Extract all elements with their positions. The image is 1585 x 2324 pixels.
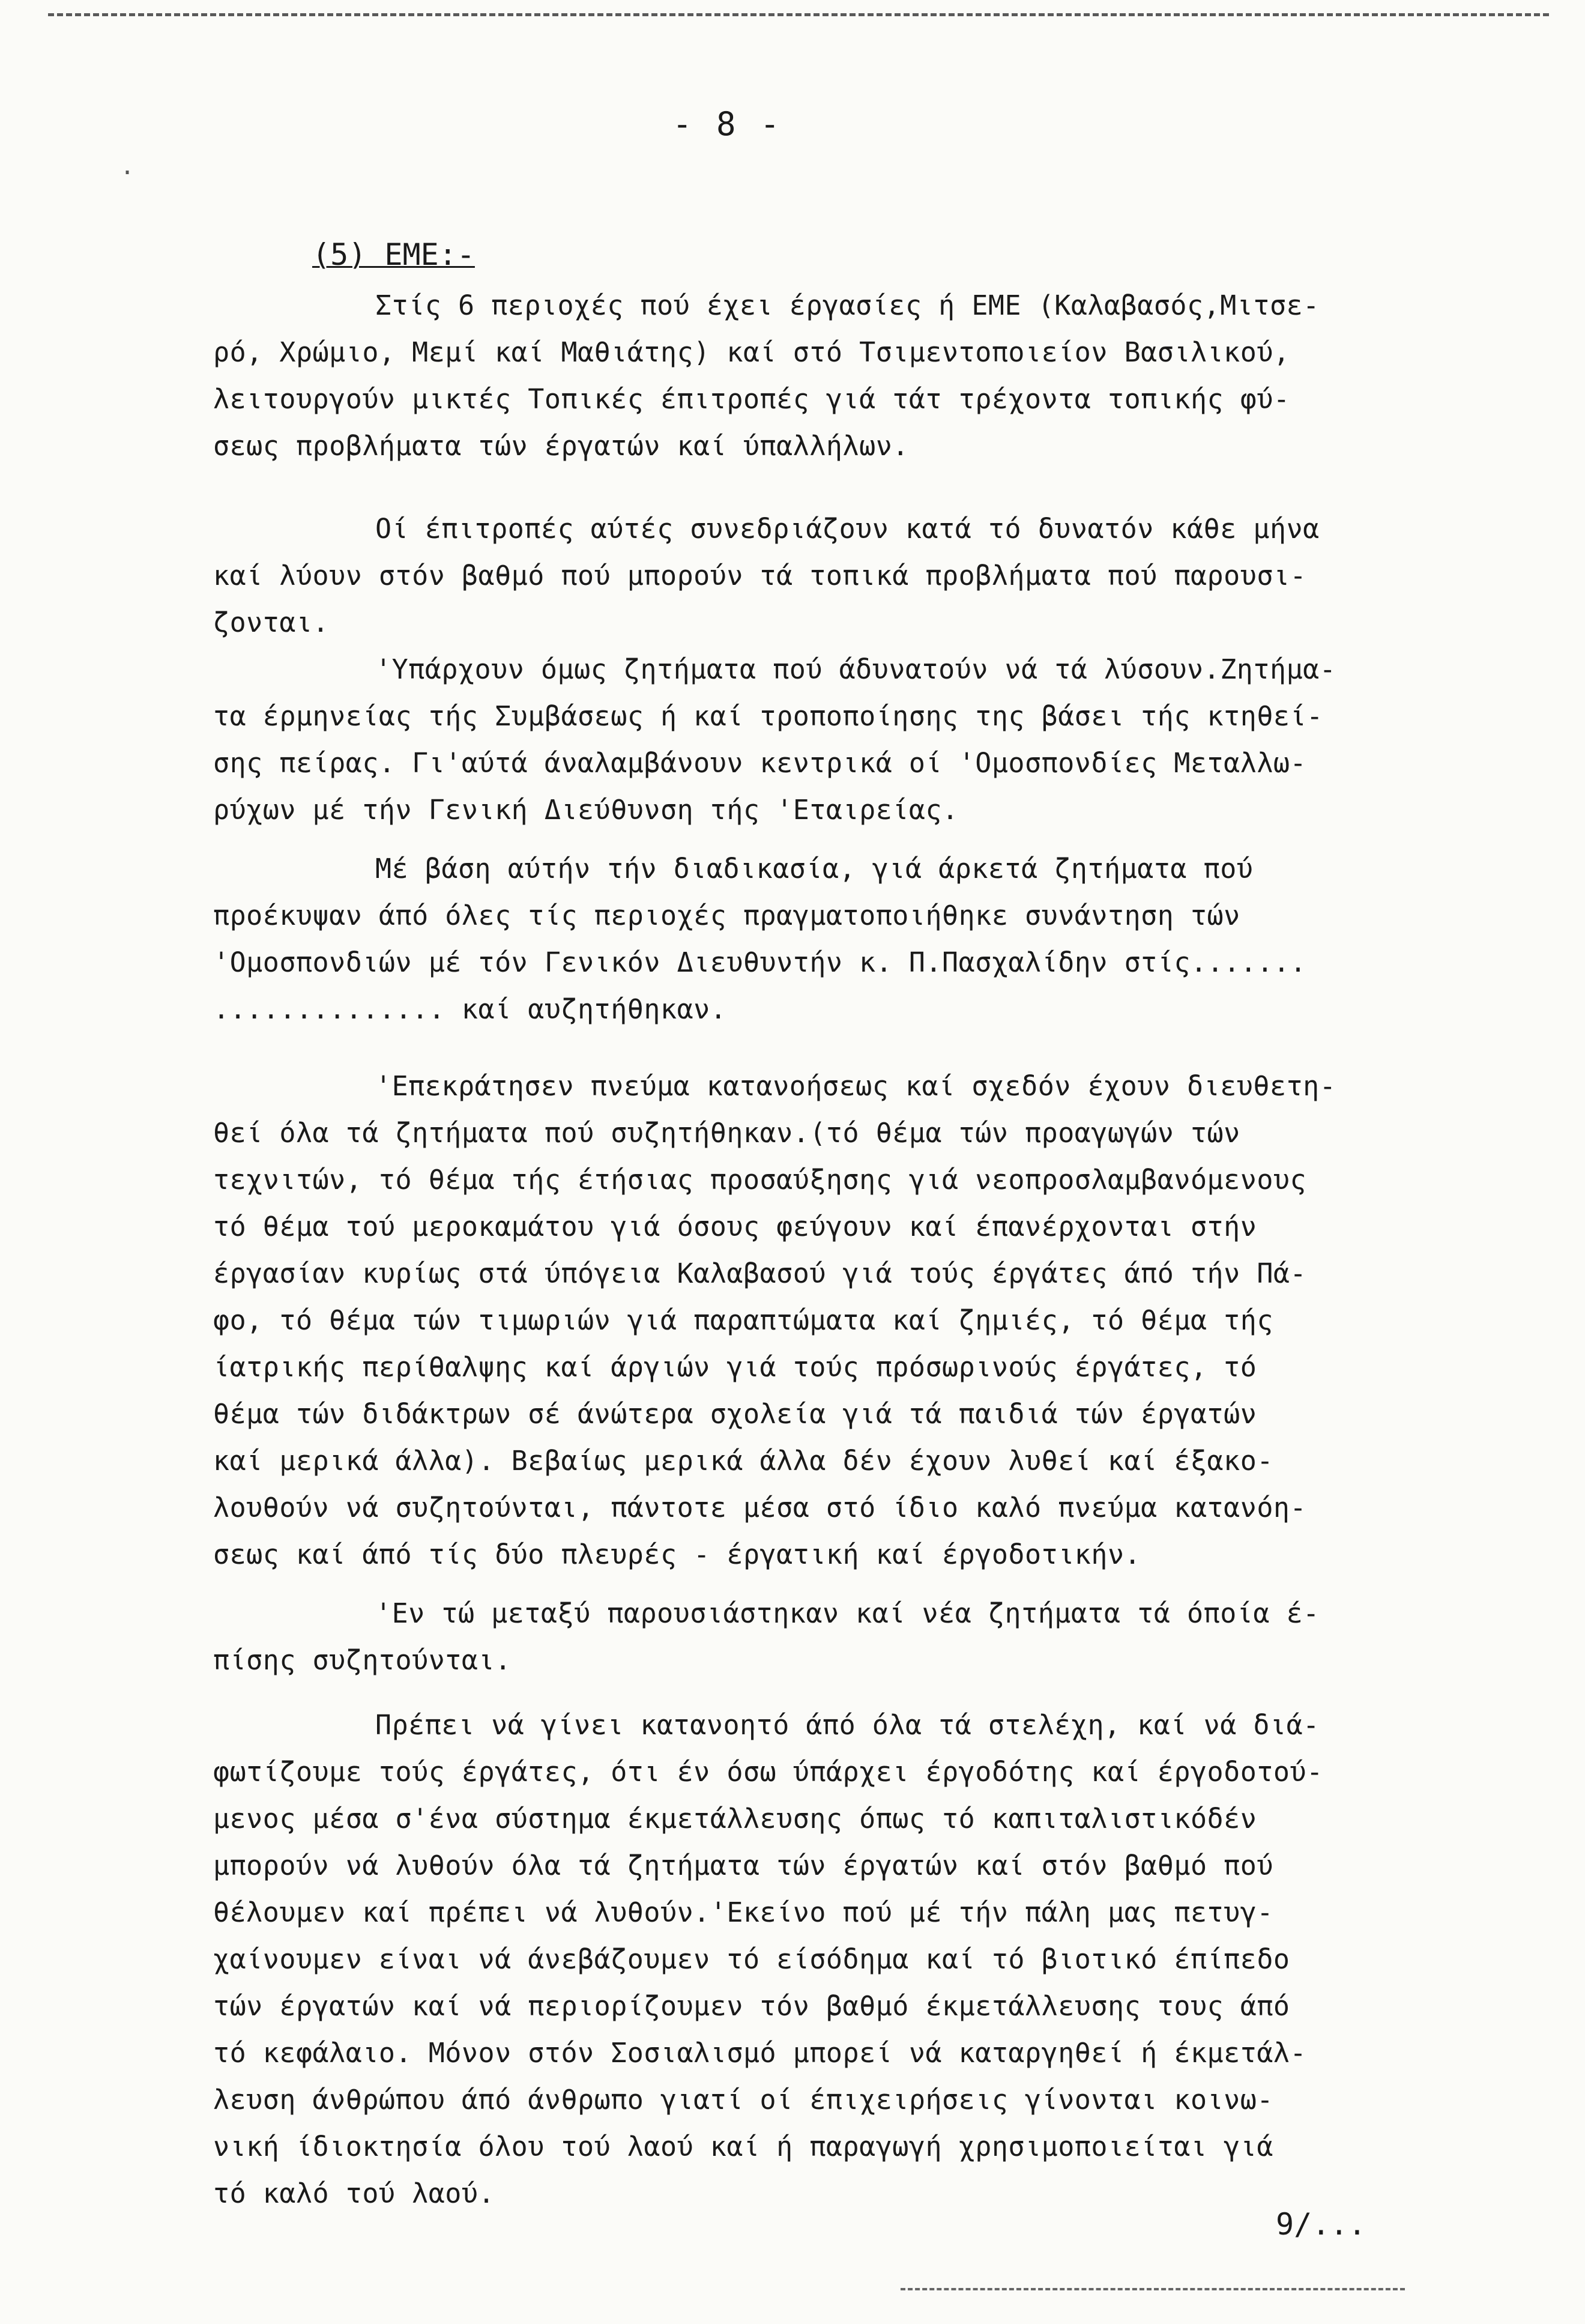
paragraph <box>213 846 1447 1033</box>
text-line: προέκυψαν άπό όλες τίς περιοχές πραγματοποιήθηκε συνάντηση τών <box>213 900 1240 931</box>
text-line: τεχνιτών, τό θέμα τής έτήσιας προσαύξησης γιά νεοπροσλαμβανόμενους <box>213 1164 1307 1196</box>
bottom-dashed-rule <box>901 2288 1405 2290</box>
text-line: μενος μέσα σ'ένα σύστημα έκμετάλλευσης όπως τό καπιταλιστικόδέν <box>213 1803 1257 1835</box>
paragraph <box>213 1063 1447 1578</box>
paragraph <box>213 282 1447 470</box>
text-line: μπορούν νά λυθούν όλα τά ζητήματα τών έργατών καί στόν βαθμό πού <box>213 1850 1273 1881</box>
text-line: φο, τό θέμα τών τιμωριών γιά παραπτώματα καί ζημιές, τό θέμα τής <box>213 1304 1273 1336</box>
text-line: ίατρικής περίθαλψης καί άργιών γιά τούς πρόσωρινούς έργάτες, τό <box>213 1351 1257 1383</box>
text-line: 'Εν τώ μεταξύ παρουσιάστηκαν καί νέα ζητήματα τά όποία έ- <box>375 1597 1320 1629</box>
text-line: 'Επεκράτησεν πνεύμα κατανοήσεως καί σχεδόν έχουν διευθετη- <box>375 1070 1336 1102</box>
paragraph <box>213 1590 1447 1684</box>
text-line: φωτίζουμε τούς έργάτες, ότι έν όσω ύπάρχει έργοδότης καί έργοδοτού- <box>213 1756 1323 1788</box>
section-title <box>312 237 475 272</box>
text-line: σης πείρας. Γι'αύτά άναλαμβάνουν κεντρικά οί 'Ομοσπονδίες Μεταλλω- <box>213 747 1307 779</box>
text-line: τό κεφάλαιο. Μόνον στόν Σοσιαλισμό μπορεί νά καταργηθεί ή έκμετάλ- <box>213 2037 1307 2069</box>
text-line: σεως προβλήματα τών έργατών καί ύπαλλήλων. <box>213 430 909 462</box>
text-line: λουθούν νά συζητούνται, πάντοτε μέσα στό ίδιο καλό πνεύμα κατανόη- <box>213 1492 1307 1524</box>
text-line: 'Ομοσπονδιών μέ τόν Γενικόν Διευθυντήν κ. Π.Πασχαλίδην στίς....... <box>213 946 1307 978</box>
page-number: - 8 - <box>672 105 782 143</box>
text-line: ρό, Χρώμιο, Μεμί καί Μαθιάτης) καί στό Τσιμεντοποιείον Βασιλικού, <box>213 336 1290 368</box>
top-dashed-rule <box>48 13 1549 16</box>
margin-mark: · <box>120 159 135 187</box>
paragraph <box>213 506 1447 646</box>
paragraph <box>213 646 1447 834</box>
continuation-mark: 9/... <box>1276 2207 1366 2242</box>
text-line: σεως καί άπό τίς δύο πλευρές - έργατική καί έργοδοτικήν. <box>213 1539 1141 1570</box>
text-line: καί μερικά άλλα). Βεβαίως μερικά άλλα δέν έχουν λυθεί καί έξακο- <box>213 1445 1273 1477</box>
text-line: έργασίαν κυρίως στά ύπόγεια Καλαβασού γιά τούς έργάτες άπό τήν Πά- <box>213 1257 1307 1289</box>
text-line: καί λύουν στόν βαθμό πού μπορούν τά τοπικά προβλήματα πού παρουσι- <box>213 560 1307 592</box>
text-line: νική ίδιοκτησία όλου τού λαού καί ή παραγωγή χρησιμοποιείται γιά <box>213 2131 1273 2162</box>
text-line: πίσης συζητούνται. <box>213 1644 512 1676</box>
text-line: Πρέπει νά γίνει κατανοητό άπό όλα τά στελέχη, καί νά διά- <box>375 1709 1320 1741</box>
text-line: θέλουμεν καί πρέπει νά λυθούν.'Εκείνο πού μέ τήν πάλη μας πετυγ- <box>213 1896 1273 1928</box>
text-line: 'Υπάρχουν όμως ζητήματα πού άδυνατούν νά τά λύσουν.Ζητήμα- <box>375 653 1336 685</box>
text-line: τό θέμα τού μεροκαμάτου γιά όσους φεύγουν καί έπανέρχονται στήν <box>213 1211 1257 1242</box>
text-line: ρύχων μέ τήν Γενική Διεύθυνση τής 'Εταιρείας. <box>213 794 959 826</box>
text-line: .............. καί αυζητήθηκαν. <box>213 993 727 1025</box>
text-line: Οί έπιτροπές αύτές συνεδριάζουν κατά τό δυνατόν κάθε μήνα <box>375 513 1320 545</box>
document-body <box>213 282 1447 2217</box>
text-line: τό καλό τού λαού. <box>213 2177 495 2209</box>
text-line: τών έργατών καί νά περιορίζουμεν τόν βαθμό έκμετάλλευσης τους άπό <box>213 1990 1290 2022</box>
text-line: Στίς 6 περιοχές πού έχει έργασίες ή ΕΜΕ (Καλαβασός,Μιτσε- <box>375 289 1320 321</box>
paragraph <box>213 1702 1447 2217</box>
text-line: λειτουργούν μικτές Τοπικές έπιτροπές γιά τάτ τρέχοντα τοπικής φύ- <box>213 383 1290 415</box>
text-line: λευση άνθρώπου άπό άνθρωπο γιατί οί έπιχειρήσεις γίνονται κοινω- <box>213 2084 1273 2116</box>
text-line: Μέ βάση αύτήν τήν διαδικασία, γιά άρκετά ζητήματα πού <box>375 853 1254 885</box>
section-title-text: (5) ΕΜΕ:- <box>312 237 475 272</box>
text-line: χαίνουμεν είναι νά άνεβάζουμεν τό είσόδημα καί τό βιοτικό έπίπεδο <box>213 1943 1290 1975</box>
text-line: θέμα τών διδάκτρων σέ άνώτερα σχολεία γιά τά παιδιά τών έργατών <box>213 1398 1257 1430</box>
text-line: θεί όλα τά ζητήματα πού συζητήθηκαν.(τό θέμα τών προαγωγών τών <box>213 1117 1240 1149</box>
text-line: τα έρμηνείας τής Συμβάσεως ή καί τροποποίησης της βάσει τής κτηθεί- <box>213 700 1323 732</box>
text-line: ζονται. <box>213 607 330 638</box>
